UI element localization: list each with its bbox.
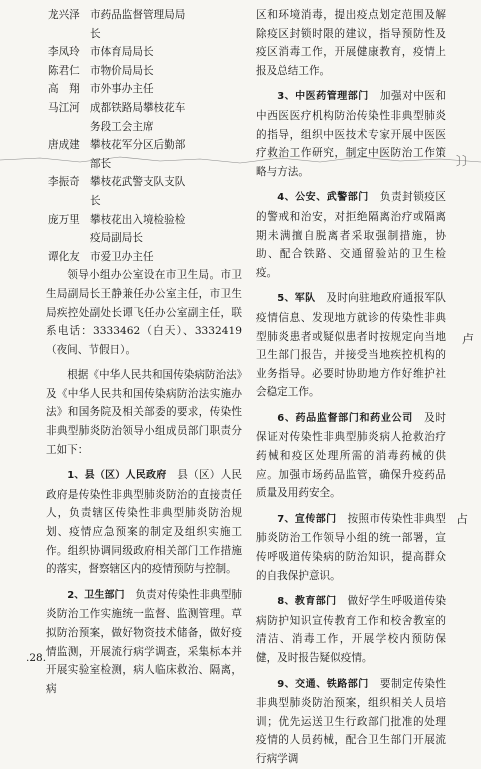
member-name: 谭化友 — [48, 250, 80, 263]
member-role-line: 市物价局局长 — [90, 64, 154, 77]
section-heading: 8、教育部门 — [277, 596, 337, 608]
member-name: 李振奇 — [48, 176, 80, 189]
member-list — [46, 6, 242, 266]
margin-mark: 〕〕 — [456, 154, 475, 168]
section-text: 按照市传染性非典型肺炎防治工作领导小组的统一部署，宣传呼吸道传染病的防治知识，提高群众的自我保护意识。 — [256, 512, 447, 582]
member-role-line: 市爱卫办主任 — [90, 250, 154, 263]
member-role — [90, 80, 242, 99]
section-text: 负责对传染性非典型肺炎防治工作实施统一监督、监测管理。草拟防治预案，做好物资技术储备，做好疫情监测，开展流行病学调查，采集标本并开展实验室检测，病人临床救治、隔离，病 — [46, 588, 243, 695]
member-row — [46, 6, 242, 43]
member-name: 陈君仁 — [48, 64, 80, 77]
member-row — [46, 248, 242, 267]
member-role-line: 疫局副局长 — [90, 232, 143, 245]
member-role — [90, 99, 242, 136]
section-heading: 5、军队 — [277, 293, 316, 305]
section-text: 做好学生呼吸道传染病防护知识宣传教育工作和校舍教室的清洁、消毒工作，开展学校内预防保健，及时报告疑似疫情。 — [256, 595, 447, 664]
member-role-line: 市体育局局长 — [90, 46, 154, 59]
member-role — [90, 6, 242, 43]
member-name: 唐成建 — [48, 139, 80, 152]
paragraph — [256, 289, 446, 402]
paragraph — [256, 510, 446, 585]
right-paragraphs — [256, 6, 446, 769]
section-text: 负责封锁疫区的警戒和治安，对拒绝隔离治疗或隔离期未满擅自脱离者采取强制措施，协助、配合铁路、交通留验站的卫生检疫。 — [256, 191, 446, 279]
margin-mark: 卢 — [462, 332, 475, 346]
member-row — [46, 211, 242, 248]
margin-mark: 占 — [456, 512, 469, 526]
section-heading: 1、县（区）人民政府 — [67, 470, 167, 482]
paragraph — [256, 87, 446, 181]
member-role-line: 务段工会主席 — [90, 120, 154, 133]
section-text: 及时保证对传染性非典型肺炎病人抢救治疗药械和疫区处理所需的消毒药械的供应。加强市场药品监管，确保升疫药品质量及用药安全。 — [256, 411, 446, 500]
member-row — [46, 173, 242, 210]
member-role-line: 部长 — [90, 157, 112, 170]
section-text: 县（区）人民政府是传染性非典型肺炎防治的直接责任人，负责辖区传染性非典型肺炎防治规划、疫情应急预案的制定及组织实施工作。组织协调同级政府相关部门工作措施的落实，督察辖区内的疫情预防与控制。 — [46, 469, 242, 576]
member-role-line: 市外事办主任 — [90, 83, 154, 96]
section-text: 要制定传染性非典型肺炎防治预案，组织相关人员培训；优先运送卫生行政部门批准的处理疫情的人员药械，配合卫生部门开展流行病学调 — [256, 677, 446, 765]
member-role — [90, 62, 242, 81]
member-name: 马江河 — [48, 101, 80, 114]
member-role-line: 长 — [90, 194, 101, 207]
member-role-line: 长 — [90, 27, 101, 40]
member-role-line: 攀枝花武警支队支队 — [90, 176, 186, 189]
section-heading: 9、交通、铁路部门 — [277, 678, 369, 690]
member-row — [46, 99, 242, 136]
member-name: 龙兴泽 — [48, 9, 80, 21]
section-heading: 7、宣传部门 — [277, 513, 337, 525]
page-number: .28. — [26, 652, 47, 664]
paragraph — [256, 409, 446, 503]
member-role-line: 成都铁路局攀枝花车 — [90, 101, 186, 114]
paragraph: 根据《中华人民共和国传染病防治法》及《中华人民共和国传染病防治法实施办法》和国务院及相关部委的要求，传染性非典型肺炎防治领导小组成员部门职责分工如下： — [46, 369, 242, 456]
right-column — [256, 6, 446, 769]
section-heading: 6、药品监督部门和药业公司 — [277, 412, 413, 424]
section-text: 区和环境消毒，提出疫点划定范围及解除疫区封锁时限的建议，指导预防性及疫区消毒工作，开展健康教育，疫情上报及总结工作。 — [256, 9, 446, 77]
section-heading: 2、卫生部门 — [67, 589, 125, 601]
member-row — [46, 80, 242, 99]
paragraph — [256, 592, 446, 667]
paragraph — [46, 466, 242, 579]
member-row — [46, 136, 242, 173]
member-role — [90, 211, 242, 248]
left-paragraphs — [46, 266, 242, 698]
section-heading: 3、中医药管理部门 — [277, 91, 369, 103]
section-heading: 4、公安、武警部门 — [277, 192, 369, 204]
paragraph — [256, 6, 446, 80]
member-row — [46, 43, 242, 62]
member-role — [90, 248, 242, 267]
paragraph — [256, 675, 446, 769]
paragraph: 领导小组办公室设在市卫生局。市卫生局副局长王静兼任办公室主任，市卫生局疾控处副处长谭飞任办公室副主任，联系电话：3333462（白天）、3332419（夜间、节假日）。 — [46, 269, 242, 356]
left-column — [46, 6, 242, 698]
member-role — [90, 136, 242, 173]
member-name: 庞万里 — [48, 213, 80, 226]
member-role-line: 攀枝花军分区后勤部 — [90, 139, 186, 152]
member-name: 李凤玲 — [48, 46, 80, 59]
member-row — [46, 62, 242, 81]
paragraph — [46, 586, 242, 699]
member-role — [90, 173, 242, 210]
section-text: 及时向驻地政府通报军队疫情信息、发现地方就诊的传染性非典型肺炎患者或疑似患者时按规定向当地卫生部门报告，并接受当地疾控机构的业务指导。必要时协助地方作好维护社会稳定工作。 — [256, 292, 447, 399]
paragraph — [256, 188, 446, 282]
member-role-line: 市药品监督管理局局 — [90, 9, 186, 21]
section-text: 加强对中医和中西医医疗机构防治传染性非典型肺炎的指导，组织中医技术专家开展中医医疗救治工作研究，制定中医防治工作策略与方法。 — [256, 90, 446, 178]
member-role — [90, 43, 242, 62]
member-role-line: 攀枝花出入境检验检 — [90, 213, 186, 226]
member-name: 高 翔 — [48, 83, 80, 96]
